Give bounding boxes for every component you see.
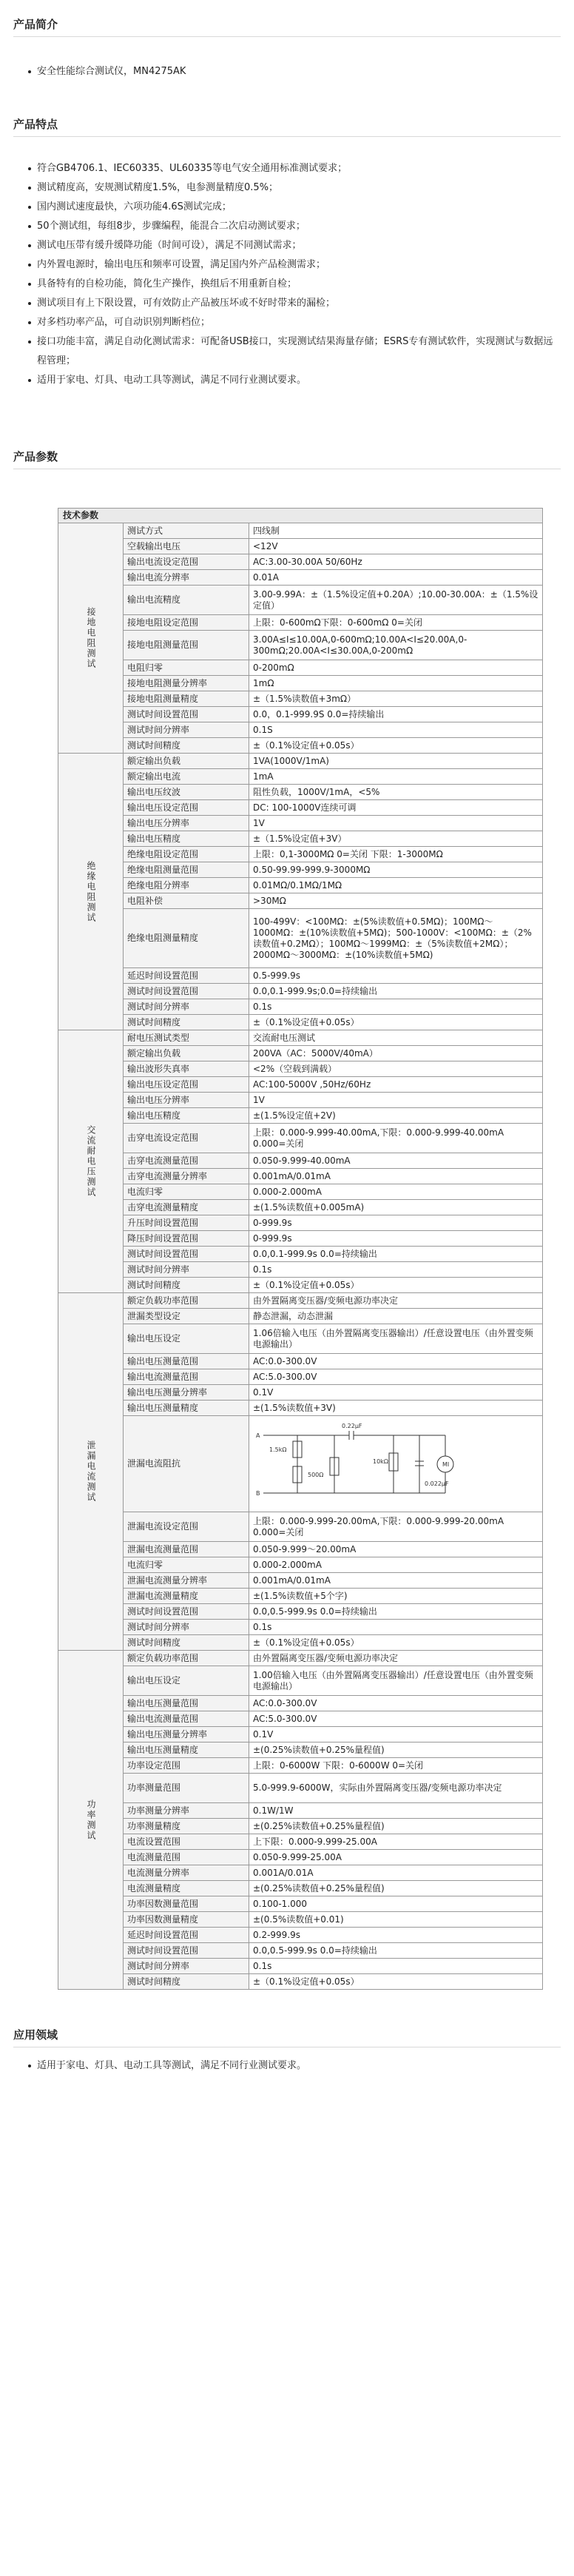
param-value-cell: 1VA(1000V/1mA): [249, 754, 543, 769]
param-name-cell: 接地电阻测量范围: [124, 631, 249, 660]
param-name-cell: 输出电压设定范围: [124, 800, 249, 816]
param-name-cell: 输出电压测量精度: [124, 1743, 249, 1758]
param-value-cell: 由外置隔离变压器/变频电源功率决定: [249, 1293, 543, 1309]
table-row: [58, 1896, 543, 1912]
param-value-cell: [249, 1416, 543, 1512]
table-row: [58, 676, 543, 691]
param-name-cell: 测试时间精度: [124, 1635, 249, 1651]
param-value-cell: 上限：0-6000W 下限：0-6000W 0=关闭: [249, 1758, 543, 1774]
param-value-cell: ±（0.1%设定值+0.05s）: [249, 1974, 543, 1990]
param-value-cell: 0-999.9s: [249, 1215, 543, 1231]
table-row: [58, 1834, 543, 1850]
table-row: [58, 1061, 543, 1077]
param-name-cell: 输出电压设定: [124, 1324, 249, 1354]
param-name-cell: 输出电压分辨率: [124, 1093, 249, 1108]
param-name-cell: 功率因数测量精度: [124, 1912, 249, 1928]
param-name-cell: 额定输出电流: [124, 769, 249, 785]
param-value-cell: <2%（空载到满载）: [249, 1061, 543, 1077]
circuit-label-a: A: [256, 1432, 260, 1439]
param-value-cell: 0.001mA/0.01mA: [249, 1573, 543, 1589]
table-row: [58, 1262, 543, 1278]
param-value-cell: ±（0.1%设定值+0.05s）: [249, 1635, 543, 1651]
param-name-cell: 电阻归零: [124, 660, 249, 676]
param-name-cell: 输出电流设定范围: [124, 554, 249, 570]
table-row: [58, 1803, 543, 1819]
table-row: [58, 1046, 543, 1061]
param-name-cell: 输出电压测量分辨率: [124, 1727, 249, 1743]
param-name-cell: 测试时间分辨率: [124, 1959, 249, 1974]
table-row: [58, 831, 543, 847]
table-row: [58, 1758, 543, 1774]
table-row: [58, 1278, 543, 1293]
param-name-cell: 额定输出负载: [124, 754, 249, 769]
table-row: [58, 1354, 543, 1369]
table-row: [58, 862, 543, 878]
table-row: [58, 1093, 543, 1108]
list-item: 测试精度高，安规测试精度1.5%，电参测量精度0.5%；: [28, 178, 561, 198]
param-value-cell: 0.1W/1W: [249, 1803, 543, 1819]
list-item: 50个测试组，每组8步，步骤编程，能混合二次启动测试要求；: [28, 217, 561, 236]
param-value-cell: ±(0.25%读数值+0.25%量程值): [249, 1881, 543, 1896]
param-name-cell: 击穿电流设定范围: [124, 1124, 249, 1153]
param-value-cell: 0.050-9.999-25.00A: [249, 1850, 543, 1865]
param-name-cell: 测试时间精度: [124, 738, 249, 754]
table-row: [58, 1912, 543, 1928]
param-value-cell: 0.0,0.1-999.9s;0.0=持续输出: [249, 984, 543, 999]
param-name-cell: 测试时间设置范围: [124, 1604, 249, 1620]
param-value-cell: ±（1.5%读数值+3mΩ）: [249, 691, 543, 707]
param-value-cell: 0.01A: [249, 570, 543, 586]
table-row: [58, 968, 543, 984]
param-value-cell: 0.0，0.1-999.9S 0.0=持续输出: [249, 707, 543, 722]
param-value-cell: 1V: [249, 816, 543, 831]
param-name-cell: 电流测量精度: [124, 1881, 249, 1896]
param-value-cell: 0.1s: [249, 1262, 543, 1278]
circuit-label-r2: 500Ω: [308, 1471, 324, 1478]
table-row: [58, 1369, 543, 1385]
table-row: [58, 1711, 543, 1727]
param-value-cell: AC:5.0-300.0V: [249, 1711, 543, 1727]
param-name-cell: 输出波形失真率: [124, 1061, 249, 1077]
param-name-cell: 泄漏电流设定范围: [124, 1512, 249, 1542]
table-row: [58, 878, 543, 893]
table-row: [58, 1743, 543, 1758]
list-item: 适用于家电、灯具、电动工具等测试，满足不同行业测试要求。: [28, 371, 561, 390]
table-row: [58, 1200, 543, 1215]
param-name-cell: 输出电压纹波: [124, 785, 249, 800]
table-row: [58, 1666, 543, 1696]
param-value-cell: 0.050-9.999～20.00mA: [249, 1542, 543, 1557]
param-value-cell: 0.0,0.5-999.9s 0.0=持续输出: [249, 1604, 543, 1620]
param-value-cell: 0.100-1.000: [249, 1896, 543, 1912]
table-row: [58, 785, 543, 800]
param-value-cell: 0.000-2.000mA: [249, 1557, 543, 1573]
param-name-cell: 测试时间分辨率: [124, 1620, 249, 1635]
param-name-cell: 降压时间设置范围: [124, 1231, 249, 1247]
param-name-cell: 测试时间分辨率: [124, 999, 249, 1015]
spec-table: [58, 523, 543, 1990]
intro-title: 产品简介: [13, 16, 561, 37]
table-row: [58, 1124, 543, 1153]
table-row: [58, 909, 543, 968]
category-cell: 绝缘电阻测试: [58, 754, 124, 1030]
param-value-cell: 0.001mA/0.01mA: [249, 1169, 543, 1184]
category-cell: 接地电阻测试: [58, 523, 124, 754]
apps-section: [0, 1990, 574, 2076]
table-row: [58, 1943, 543, 1959]
param-name-cell: 测试时间精度: [124, 1015, 249, 1030]
param-name-cell: 升压时间设置范围: [124, 1215, 249, 1231]
param-value-cell: 1mΩ: [249, 676, 543, 691]
table-row: [58, 1881, 543, 1896]
table-row: [58, 1635, 543, 1651]
param-name-cell: 输出电压分辨率: [124, 816, 249, 831]
features-section: [0, 83, 574, 409]
param-name-cell: 击穿电流测量范围: [124, 1153, 249, 1169]
param-name-cell: 测试时间精度: [124, 1278, 249, 1293]
table-row: [58, 984, 543, 999]
table-row: [58, 1231, 543, 1247]
param-name-cell: 输出电压精度: [124, 1108, 249, 1124]
param-name-cell: 电流归零: [124, 1557, 249, 1573]
list-item: 测试项目有上下限设置，可有效防止产品被压坏或不好时带来的漏检；: [28, 294, 561, 313]
table-row: [58, 816, 543, 831]
param-value-cell: 0.2-999.9s: [249, 1928, 543, 1943]
table-row: [58, 1385, 543, 1401]
param-name-cell: 耐电压测试类型: [124, 1030, 249, 1046]
param-name-cell: 输出电压测量分辨率: [124, 1385, 249, 1401]
param-name-cell: 输出电压测量范围: [124, 1696, 249, 1711]
param-name-cell: 输出电流精度: [124, 586, 249, 615]
table-row: [58, 1293, 543, 1309]
param-value-cell: 200VA（AC：5000V/40mA）: [249, 1046, 543, 1061]
table-row: [58, 570, 543, 586]
param-value-cell: 0.0,0.5-999.9s 0.0=持续输出: [249, 1943, 543, 1959]
circuit-label-c2: 0.022μF: [425, 1480, 449, 1487]
table-row: [58, 1573, 543, 1589]
table-row: [58, 1153, 543, 1169]
param-value-cell: 0.1V: [249, 1385, 543, 1401]
param-name-cell: 泄漏电流阻抗: [124, 1416, 249, 1512]
param-value-cell: AC:0.0-300.0V: [249, 1696, 543, 1711]
table-row: [58, 631, 543, 660]
apps-list: [13, 2056, 561, 2076]
param-value-cell: ±(0.25%读数值+0.25%量程值): [249, 1819, 543, 1834]
param-name-cell: 输出电压设定范围: [124, 1077, 249, 1093]
param-value-cell: ±（0.1%设定值+0.05s）: [249, 1015, 543, 1030]
param-name-cell: 电阻补偿: [124, 893, 249, 909]
list-item: 适用于家电、灯具、电动工具等测试，满足不同行业测试要求。: [28, 2056, 561, 2076]
param-name-cell: 输出电流分辨率: [124, 570, 249, 586]
param-name-cell: 绝缘电阻测量范围: [124, 862, 249, 878]
table-row: [58, 1184, 543, 1200]
param-value-cell: 由外置隔离变压器/变频电源功率决定: [249, 1651, 543, 1666]
param-name-cell: 额定负载功率范围: [124, 1293, 249, 1309]
table-row: [58, 847, 543, 862]
param-name-cell: 测试时间分辨率: [124, 1262, 249, 1278]
apps-title: 应用领域: [13, 2027, 561, 2047]
table-row: [58, 1030, 543, 1046]
table-row: [58, 1512, 543, 1542]
circuit-label-c1: 0.22μF: [342, 1422, 362, 1429]
param-name-cell: 空载输出电压: [124, 539, 249, 554]
category-cell: 功率测试: [58, 1651, 124, 1990]
param-value-cell: 阻性负载，1000V/1mA，<5%: [249, 785, 543, 800]
param-name-cell: 测试时间设置范围: [124, 984, 249, 999]
param-name-cell: 输出电压精度: [124, 831, 249, 847]
table-row: [58, 893, 543, 909]
circuit-label-r3: 10kΩ: [373, 1458, 388, 1465]
param-name-cell: 测试时间设置范围: [124, 1247, 249, 1262]
param-value-cell: AC:0.0-300.0V: [249, 1354, 543, 1369]
param-value-cell: 1.06倍输入电压（由外置隔离变压器输出）/任意设置电压（由外置变频电源输出）: [249, 1324, 543, 1354]
table-row: [58, 615, 543, 631]
param-value-cell: DC: 100-1000V连续可调: [249, 800, 543, 816]
table-row: [58, 1542, 543, 1557]
param-value-cell: ±（1.5%设定值+3V）: [249, 831, 543, 847]
category-cell: 泄漏电流测试: [58, 1293, 124, 1651]
params-title: 产品参数: [13, 449, 561, 469]
param-value-cell: 3.00-9.99A：±（1.5%设定值+0.20A）;10.00-30.00A：±（1.5%设定值）: [249, 586, 543, 615]
param-name-cell: 功率因数测量范围: [124, 1896, 249, 1912]
table-row: [58, 707, 543, 722]
param-name-cell: 接地电阻设定范围: [124, 615, 249, 631]
param-value-cell: 1V: [249, 1093, 543, 1108]
param-value-cell: 100-499V：<100MΩ：±(5%读数值+0.5MΩ)；100MΩ～1000MΩ：±(10%读数值+5MΩ)；500-1000V：<100MΩ：±（2%读数值+0.2MΩ）；100MΩ～1999MΩ：±（5%读数值+2MΩ）；2000MΩ～3000MΩ：±(10%读数值+5MΩ): [249, 909, 543, 968]
list-item: 对多档功率产品，可自动识别判断档位；: [28, 313, 561, 332]
param-value-cell: 0.000-2.000mA: [249, 1184, 543, 1200]
table-row: [58, 1696, 543, 1711]
table-row: [58, 691, 543, 707]
param-name-cell: 功率测量范围: [124, 1774, 249, 1803]
param-name-cell: 接地电阻测量分辨率: [124, 676, 249, 691]
param-name-cell: 击穿电流测量精度: [124, 1200, 249, 1215]
param-value-cell: 0.050-9.999-40.00mA: [249, 1153, 543, 1169]
param-name-cell: 测试时间设置范围: [124, 1943, 249, 1959]
param-value-cell: 静态泄漏，动态泄漏: [249, 1309, 543, 1324]
param-value-cell: ±(1.5%读数值+0.005mA): [249, 1200, 543, 1215]
list-item: 具备特有的自检功能，简化生产操作，换组后不用重新自检；: [28, 275, 561, 294]
param-value-cell: 0-999.9s: [249, 1231, 543, 1247]
param-value-cell: ±(1.5%设定值+2V): [249, 1108, 543, 1124]
table-row: [58, 1819, 543, 1834]
param-name-cell: 绝缘电阻设定范围: [124, 847, 249, 862]
param-value-cell: AC:100-5000V ,50Hz/60Hz: [249, 1077, 543, 1093]
param-value-cell: 0.5-999.9s: [249, 968, 543, 984]
param-value-cell: 0.1V: [249, 1727, 543, 1743]
table-row: [58, 1774, 543, 1803]
table-row: [58, 1850, 543, 1865]
table-row: [58, 800, 543, 816]
table-row: [58, 1169, 543, 1184]
table-row: [58, 754, 543, 769]
param-name-cell: 绝缘电阻测量精度: [124, 909, 249, 968]
spec-table-wrapper: [58, 508, 543, 1990]
param-value-cell: 上限：0.000-9.999-20.00mA,下限：0.000-9.999-20.00mA 0.000=关闭: [249, 1512, 543, 1542]
table-row: [58, 523, 543, 539]
param-value-cell: 3.00A≤I≤10.00A,0-600mΩ;10.00A<I≤20.00A,0-300mΩ;20.00A<I≤30.00A,0-200mΩ: [249, 631, 543, 660]
table-row: [58, 1557, 543, 1573]
param-value-cell: 上下限：0.000-9.999-25.00A: [249, 1834, 543, 1850]
param-value-cell: 0.0,0.1-999.9s 0.0=持续输出: [249, 1247, 543, 1262]
param-name-cell: 泄漏电流测量精度: [124, 1589, 249, 1604]
param-name-cell: 测试时间分辨率: [124, 722, 249, 738]
table-row: [58, 722, 543, 738]
param-name-cell: 功率设定范围: [124, 1758, 249, 1774]
table-row: [58, 769, 543, 785]
features-list: [13, 159, 561, 390]
param-name-cell: 延迟时间设置范围: [124, 968, 249, 984]
table-row: [58, 586, 543, 615]
param-value-cell: 上限：0-600mΩ下限：0-600mΩ 0=关闭: [249, 615, 543, 631]
table-row: [58, 1215, 543, 1231]
table-row: [58, 1865, 543, 1881]
intro-list: [13, 62, 561, 81]
param-name-cell: 延迟时间设置范围: [124, 1928, 249, 1943]
param-name-cell: 输出电流测量范围: [124, 1369, 249, 1385]
param-name-cell: 额定输出负载: [124, 1046, 249, 1061]
param-name-cell: 泄漏电流测量范围: [124, 1542, 249, 1557]
param-value-cell: >30MΩ: [249, 893, 543, 909]
list-item: 内外置电源时，输出电压和频率可设置，满足国内外产品检测需求；: [28, 255, 561, 275]
param-value-cell: 1.00倍输入电压（由外置隔离变压器输出）/任意设置电压（由外置变频电源输出）: [249, 1666, 543, 1696]
list-item: 测试电压带有缓升缓降功能（时间可设），满足不同测试需求；: [28, 236, 561, 255]
table-row: [58, 1077, 543, 1093]
param-name-cell: 测试时间精度: [124, 1974, 249, 1990]
param-name-cell: 接地电阻测量精度: [124, 691, 249, 707]
param-name-cell: 电流测量范围: [124, 1850, 249, 1865]
param-name-cell: 额定负载功率范围: [124, 1651, 249, 1666]
table-row: [58, 1727, 543, 1743]
param-name-cell: 测试时间设置范围: [124, 707, 249, 722]
table-row: [58, 1928, 543, 1943]
leakage-circuit-diagram: [253, 1421, 475, 1508]
table-row: [58, 999, 543, 1015]
param-value-cell: 交流耐电压测试: [249, 1030, 543, 1046]
param-value-cell: 0.1s: [249, 1620, 543, 1635]
table-row: [58, 1589, 543, 1604]
param-value-cell: <12V: [249, 539, 543, 554]
param-name-cell: 功率测量分辨率: [124, 1803, 249, 1819]
list-item: 安全性能综合测试仪，MN4275AK: [28, 62, 561, 81]
param-name-cell: 电流测量分辨率: [124, 1865, 249, 1881]
list-item: 国内测试速度最快，六项功能4.6S测试完成；: [28, 198, 561, 217]
param-name-cell: 击穿电流测量分辨率: [124, 1169, 249, 1184]
param-value-cell: 5.0-999.9-6000W，实际由外置隔离变压器/变频电源功率决定: [249, 1774, 543, 1803]
list-item: 符合GB4706.1、IEC60335、UL60335等电气安全通用标准测试要求；: [28, 159, 561, 178]
param-value-cell: ±(1.5%读数值+5个字): [249, 1589, 543, 1604]
param-value-cell: 0.01MΩ/0.1MΩ/1MΩ: [249, 878, 543, 893]
param-value-cell: 0.50-99.99-999.9-3000MΩ: [249, 862, 543, 878]
table-row: [58, 1604, 543, 1620]
list-item: 接口功能丰富，满足自动化测试需求：可配备USB接口，实现测试结果海量存储；ESRS专有测试软件，实现测试与数据远程管理；: [28, 332, 561, 371]
param-name-cell: 绝缘电阻分辨率: [124, 878, 249, 893]
intro-section: [0, 0, 574, 83]
param-value-cell: ±（0.1%设定值+0.05s）: [249, 738, 543, 754]
param-name-cell: 输出电压测量范围: [124, 1354, 249, 1369]
table-row: [58, 1247, 543, 1262]
spec-table-header: 技术参数: [58, 508, 543, 523]
table-row: [58, 1108, 543, 1124]
table-row: [58, 1015, 543, 1030]
param-value-cell: ±（0.1%设定值+0.05s）: [249, 1278, 543, 1293]
table-row: [58, 539, 543, 554]
circuit-label-b: B: [256, 1489, 260, 1497]
param-name-cell: 泄漏电流测量分辨率: [124, 1573, 249, 1589]
param-value-cell: AC:3.00-30.00A 50/60Hz: [249, 554, 543, 570]
table-row: [58, 1401, 543, 1416]
param-value-cell: 0.1s: [249, 999, 543, 1015]
table-row: [58, 1651, 543, 1666]
table-row: [58, 660, 543, 676]
param-value-cell: 1mA: [249, 769, 543, 785]
table-row: [58, 1959, 543, 1974]
param-value-cell: AC:5.0-300.0V: [249, 1369, 543, 1385]
param-name-cell: 泄漏类型设定: [124, 1309, 249, 1324]
param-value-cell: 四线制: [249, 523, 543, 539]
param-name-cell: 输出电流测量范围: [124, 1711, 249, 1727]
param-value-cell: ±(1.5%读数值+3V): [249, 1401, 543, 1416]
param-value-cell: 上限：0.000-9.999-40.00mA,下限：0.000-9.999-40.00mA 0.000=关闭: [249, 1124, 543, 1153]
param-value-cell: 0.001A/0.01A: [249, 1865, 543, 1881]
param-value-cell: 0.1S: [249, 722, 543, 738]
param-name-cell: 电流归零: [124, 1184, 249, 1200]
param-value-cell: ±(0.5%读数值+0.01): [249, 1912, 543, 1928]
circuit-label-r1: 1.5kΩ: [269, 1446, 287, 1453]
param-value-cell: 0.1s: [249, 1959, 543, 1974]
param-name-cell: 输出电压设定: [124, 1666, 249, 1696]
circuit-label-meter: MI: [442, 1460, 450, 1468]
table-row: [58, 1620, 543, 1635]
table-row: [58, 738, 543, 754]
param-name-cell: 测试方式: [124, 523, 249, 539]
features-title: 产品特点: [13, 116, 561, 137]
category-cell: 交流耐电压测试: [58, 1030, 124, 1293]
param-value-cell: 0-200mΩ: [249, 660, 543, 676]
param-name-cell: 功率测量精度: [124, 1819, 249, 1834]
params-section: [0, 409, 574, 1990]
param-value-cell: 上限：0,1-3000MΩ 0=关闭 下限：1-3000MΩ: [249, 847, 543, 862]
table-row: [58, 1309, 543, 1324]
table-row: [58, 554, 543, 570]
table-row: [58, 1416, 543, 1512]
param-name-cell: 电流设置范围: [124, 1834, 249, 1850]
param-value-cell: ±(0.25%读数值+0.25%量程值): [249, 1743, 543, 1758]
table-row: [58, 1324, 543, 1354]
table-row: [58, 1974, 543, 1990]
param-name-cell: 输出电压测量精度: [124, 1401, 249, 1416]
